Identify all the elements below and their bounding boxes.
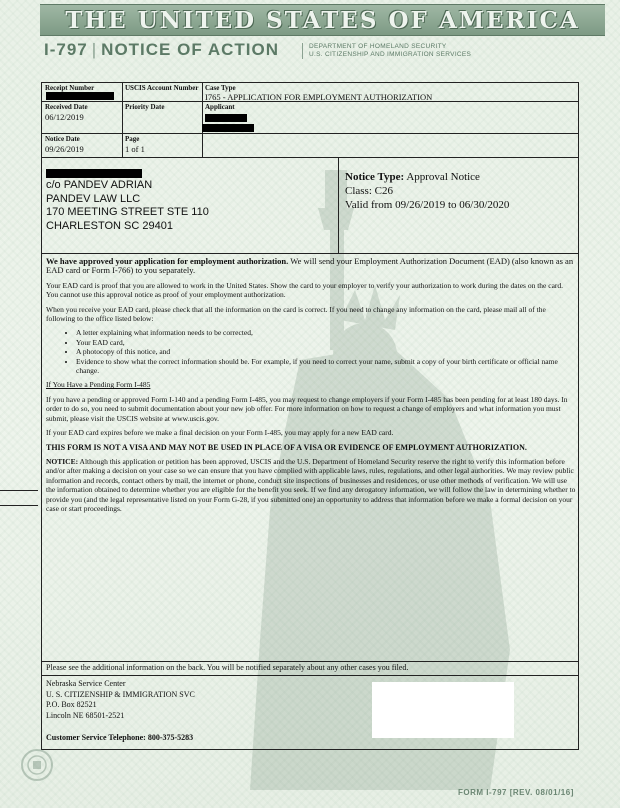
case-type-label: Case Type (205, 84, 236, 92)
notice-summary (345, 170, 509, 212)
address-line: 170 MEETING STREET STE 110 (46, 206, 209, 218)
see-back-note: Please see the additional information on the back. You will be notified separately about any other cases you filed. (46, 663, 409, 672)
address-line: c/o PANDEV ADRIAN (46, 179, 153, 191)
ead-proof-paragraph: Your EAD card is proof that you are allowed to work in the United States. Show the card to your employer to verify your authorization to work during the dates on the card. You cannot use this approval notice as proof of your employment authorization. (46, 280, 564, 300)
form-number: I-797 (44, 40, 88, 59)
center-line: Lincoln NE 68501-2521 (46, 710, 125, 720)
form-title-text: NOTICE OF ACTION (101, 40, 279, 59)
center-line: Nebraska Service Center (46, 679, 126, 688)
dept-line2: U.S. CITIZENSHIP AND IMMIGRATION SERVICES (309, 51, 472, 58)
validity-line: Valid from 09/26/2019 to 06/30/2020 (345, 199, 510, 211)
col-divider (338, 157, 339, 253)
fold-mark (0, 505, 38, 506)
recipient-name-redacted (46, 169, 142, 178)
check-card-paragraph: When you receive your EAD card, please check that all the information on the card is correct. If you need to change any information on the card, please mail all of the following to the office listed below: (46, 304, 546, 324)
banner-title: THE UNITED STATES OF AMERICA (65, 6, 580, 34)
notice-type-label: Notice Type: (345, 171, 405, 183)
center-line: U. S. CITIZENSHIP & IMMIGRATION SVC (46, 689, 195, 699)
mailing-address (46, 179, 209, 233)
notice-date-value: 09/26/2019 (45, 144, 84, 154)
col-divider (122, 83, 123, 157)
approval-statement-rest: We will send your Employment Authorization Document (EAD) (also known as an EAD card or Form I-766) to you separately. (46, 256, 574, 276)
seal-emblem-icon (20, 748, 54, 782)
received-date-label: Received Date (45, 103, 88, 111)
verification-notice-text: Although this application or petition has been approved, USCIS and the U.S. Department of Homeland Security reserve the right to verify this information before and/or after making a decision on your case so we can ensure that you have complied with applicable laws, rules, regulations, and other legal authorities. We may review public information and records, contact others by mail, the internet or phone, conduct site inspections of businesses and residences, or use other methods of verification. We will use the information obtained to determine whether you are eligible for the benefit you seek. If we find any derogatory information, we will follow the law in determining whether to provide you (and the legal representative listed on your Form G-28, if you submitted one) an opportunity to address that information before we make a formal decision on your case or start proceedings. (46, 456, 576, 513)
barcode-whiteout (372, 682, 514, 738)
list-item: • A photocopy of this notice, and (76, 347, 576, 356)
page-value: 1 of 1 (125, 144, 145, 154)
class-line: Class: C26 (345, 185, 393, 197)
form-title: I-797 | NOTICE OF ACTION (44, 40, 279, 59)
address-line: PANDEV LAW LLC (46, 192, 141, 205)
received-date-value: 06/12/2019 (45, 112, 84, 122)
service-center-address (46, 679, 195, 721)
uscis-account-label: USCIS Account Number (125, 84, 199, 92)
notice-type-value: Approval Notice (406, 171, 480, 183)
department-name (302, 43, 471, 59)
header-banner (40, 4, 605, 36)
pending-i485-heading: If You Have a Pending Form I-485 (46, 380, 151, 390)
row-divider (42, 157, 578, 158)
not-a-visa-warning: THIS FORM IS NOT A VISA AND MAY NOT BE USED IN PLACE OF A VISA OR EVIDENCE OF EMPLOYMENT AUTHORIZATION. (46, 442, 527, 452)
approval-statement: We have approved your application for employment authorization. (46, 256, 289, 266)
list-item: • Evidence to show what the correct information should be. For example, if you need to correct your name, submit a copy of your birth certificate or official name change. (76, 357, 576, 376)
form-revision-footer: FORM I-797 [REV. 08/01/16] (458, 788, 574, 797)
notice-label: NOTICE: (46, 456, 79, 466)
fold-marks (0, 490, 38, 520)
notice-date-label: Notice Date (45, 135, 80, 143)
row-divider (42, 661, 578, 662)
mail-items-list (46, 328, 576, 375)
notice-body (46, 257, 576, 518)
receipt-number-label: Receipt Number (45, 84, 95, 92)
col-divider (202, 83, 203, 157)
fold-mark (0, 490, 38, 491)
ead-expiry-paragraph: If your EAD card expires before we make a final decision on your Form I-485, you may apply for a new EAD card. (46, 428, 394, 438)
applicant-redacted (205, 114, 247, 122)
center-line: P.O. Box 82521 (46, 700, 97, 709)
row-divider (42, 675, 578, 676)
case-type-value: I765 - APPLICATION FOR EMPLOYMENT AUTHORIZATION (205, 92, 433, 102)
applicant-redacted (202, 124, 254, 132)
dept-line1: DEPARTMENT OF HOMELAND SECURITY (309, 43, 447, 50)
notice-main-box (41, 82, 579, 750)
row-divider (42, 253, 578, 254)
priority-date-label: Priority Date (125, 103, 165, 111)
list-item: • A letter explaining what information needs to be corrected, (76, 328, 576, 337)
pending-i485-paragraph: If you have a pending or approved Form I-140 and a pending Form I-485, you may request to change employers if your Form I-485 has been pending for at least 180 days. In order to do so, you need to submit documentation about your new job offer. For more information on how to request a change of employers and what information you must submit, please visit the USCIS website at www.uscis.gov. (46, 394, 568, 423)
customer-service-phone: Customer Service Telephone: 800-375-5283 (46, 733, 194, 742)
receipt-number-redacted (46, 92, 114, 100)
page-label: Page (125, 135, 140, 143)
address-line: CHARLESTON SC 29401 (46, 219, 173, 232)
list-item: • Your EAD card, (76, 338, 576, 347)
applicant-label: Applicant (205, 103, 235, 111)
